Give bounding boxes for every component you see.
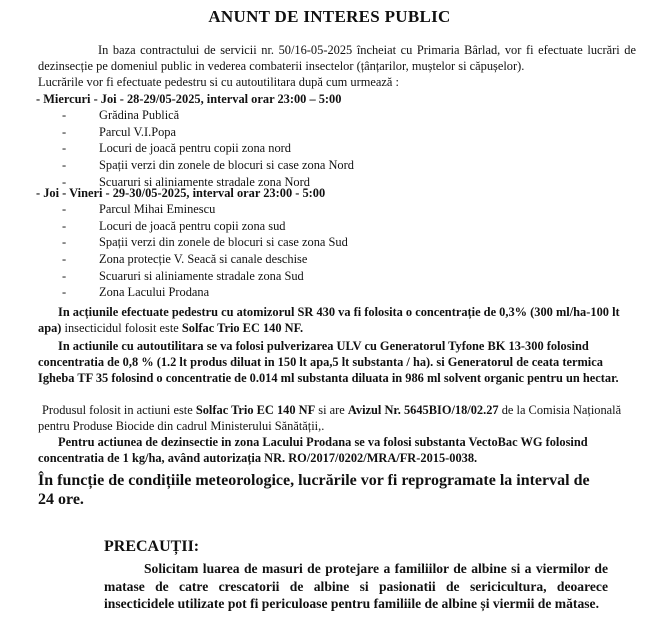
- location-item: [0, 234, 348, 251]
- location-item: [0, 157, 354, 174]
- prodana-lake-paragraph: Pentru actiunea de dezinsectie in zona Lacului Prodana se va folosi substanta VectoBac WG folosind concentratia de 1 kg/ha, având autorizația NR. RO/2017/0202/MRA/FR-2015-0038.: [38, 435, 588, 465]
- location-label: Zona protecție V. Seacă si canale deschise: [99, 252, 308, 267]
- location-label: Locuri de joacă pentru copii zona nord: [99, 141, 291, 156]
- list-dash: -: [62, 218, 67, 233]
- location-item: [0, 201, 348, 218]
- atomizer-insecticide-text: insecticidul folosit este: [61, 321, 182, 335]
- list-dash: -: [62, 202, 67, 216]
- location-item: [0, 124, 354, 141]
- location-item: [0, 107, 354, 124]
- location-item: [0, 218, 348, 235]
- product-middle-text: si are: [315, 403, 348, 417]
- list-dash: -: [62, 174, 67, 189]
- location-label: Locuri de joacă pentru copii zona sud: [99, 218, 286, 233]
- list-dash: -: [62, 124, 67, 139]
- location-item: [0, 140, 354, 157]
- list-dash: -: [62, 252, 67, 267]
- location-label: Scuaruri si aliniamente stradale zona Sud: [99, 268, 304, 283]
- product-commission-text: de la Comisia Națională pentru Produse Biocide din cadrul Ministerului Sănătății,.: [38, 403, 622, 433]
- location-item: [0, 284, 348, 301]
- location-item: [0, 268, 348, 285]
- precautions-title: PRECAUȚII:: [104, 538, 200, 555]
- location-label: Grădina Publică: [99, 108, 180, 122]
- period-1-location-list: [0, 107, 354, 190]
- list-dash: -: [62, 141, 67, 156]
- works-intro-line: Lucrările vor fi efectuate pedestru si cu autoutilitara după cum urmează :: [38, 75, 399, 89]
- location-label: Zona Lacului Prodana: [99, 285, 210, 300]
- location-item: [0, 251, 348, 268]
- location-label: Parcul V.I.Popa: [99, 124, 176, 139]
- intro-paragraph: In baza contractului de servicii nr. 50/16-05-2025 încheiat cu Primaria Bârlad, vor fi efectuate lucrări de dezinsecție pe domeniul public in vederea combaterii insectelor (țânțarilor, muștelor si căpușelor).: [38, 43, 636, 73]
- product-name: Solfac Trio EC 140 NF: [195, 403, 316, 417]
- period-1-heading: - Miercuri - Joi - 28-29/05-2025, interval orar 23:00 – 5:00: [36, 92, 342, 106]
- list-dash: -: [62, 285, 67, 300]
- weather-notice: În funcție de condițiile meteorologice, lucrările vor fi reprogramate la interval de 24 ore.: [38, 472, 590, 508]
- location-label: Spații verzi din zonele de blocuri si case zona Sud: [99, 235, 348, 250]
- list-dash: -: [62, 108, 67, 122]
- product-approval-paragraph: [38, 402, 636, 434]
- period-2-heading: - Joi - Vineri - 29-30/05-2025, interval orar 23:00 - 5:00: [36, 186, 326, 200]
- atomizer-concentration-text: In acțiunile efectuate pedestru cu atomizorul SR 430 va fi folosita o concentrație de 0,3% (300 ml/ha-100 lt apa): [38, 305, 620, 335]
- vehicle-spraying-paragraph: In actiunile cu autoutilitara se va folosi pulverizarea ULV cu Generatorul Tyfone BK 13-300 folosind concentratia de 0,8 % (1.2 lt produs diluat in 150 lt apa,5 lt substanta / ha). si Generatorul de ceata termica Igheba TF 35 folosind o concentratie de 0.014 ml substanta diluata in 986 ml solvent organic pentru un hectar.: [38, 339, 619, 385]
- list-dash: -: [62, 235, 67, 250]
- location-label: Scuaruri si aliniamente stradale zona Nord: [99, 174, 310, 189]
- product-prefix-text: Produsul folosit in actiuni este: [42, 403, 196, 417]
- atomizer-paragraph: [38, 304, 636, 336]
- period-2-location-list: [0, 201, 348, 301]
- location-label: Parcul Mihai Eminescu: [99, 202, 216, 216]
- precautions-text: Solicitam luarea de masuri de protejare a familiilor de albine si a viermilor de matase de catre crescatorii de albine si pasionatii de sericicultura, deoarece insecticidele utilizate pot fi periculoase pentru familiile de albine și viermii de mătase.: [104, 561, 608, 611]
- list-dash: -: [62, 268, 67, 283]
- location-label: Spații verzi din zonele de blocuri si case zona Nord: [99, 158, 354, 173]
- document-title: ANUNT DE INTERES PUBLIC: [208, 7, 451, 26]
- product-approval-number: Avizul Nr. 5645BIO/18/02.27: [347, 403, 499, 417]
- atomizer-product-name: Solfac Trio EC 140 NF.: [181, 321, 304, 335]
- list-dash: -: [62, 158, 67, 173]
